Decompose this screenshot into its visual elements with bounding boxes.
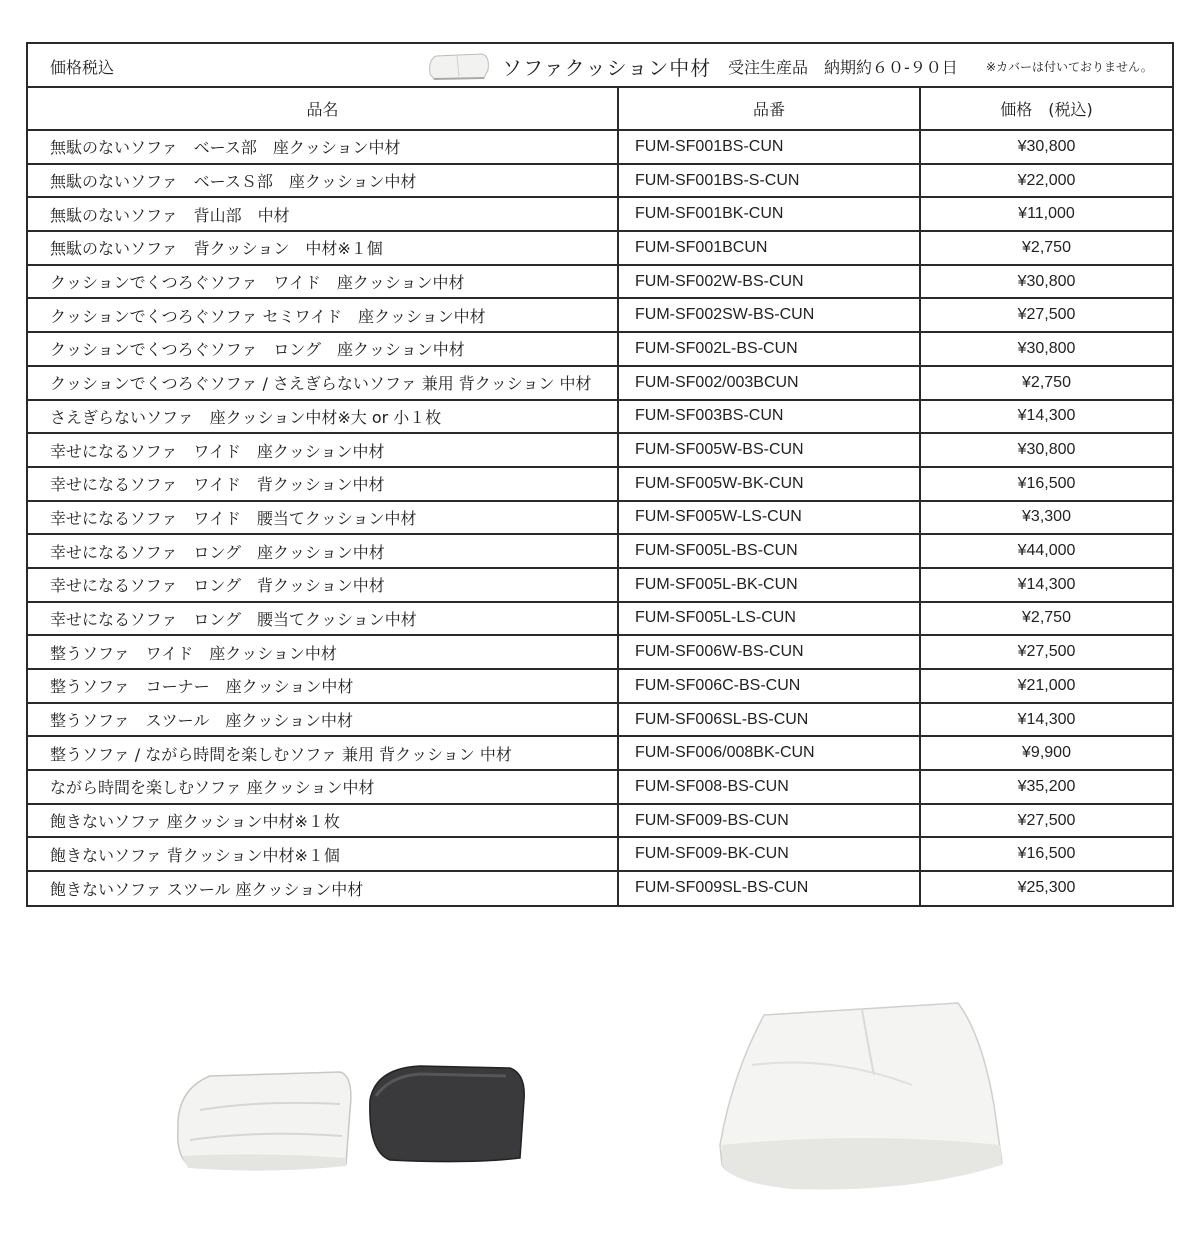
- table-row: [28, 298, 1172, 332]
- table-row: [28, 703, 1172, 737]
- table-row: [28, 804, 1172, 838]
- table-header-row: [28, 88, 1172, 130]
- product-name-cell: 幸せになるソファ ロング 座クッション中材: [28, 534, 618, 568]
- price-cell: ¥11,000: [920, 197, 1172, 231]
- product-name-cell: 整うソファ ワイド 座クッション中材: [28, 635, 618, 669]
- cover-note: ※カバーは付いておりません。: [986, 60, 1153, 74]
- table-row: [28, 130, 1172, 164]
- product-name-cell: 無駄のないソファ ベース部 座クッション中材: [28, 130, 618, 164]
- order-info: 受注生産品 納期約６０-９０日: [728, 58, 958, 77]
- price-cell: ¥14,300: [920, 568, 1172, 602]
- white-seat-cushion: [178, 1072, 351, 1171]
- price-table: [28, 88, 1172, 905]
- price-cell: ¥25,300: [1017, 879, 1076, 897]
- table-row: [28, 736, 1172, 770]
- product-name-cell: 幸せになるソファ ワイド 座クッション中材: [28, 433, 618, 467]
- product-code-cell: FUM-SF009-BS-CUN: [618, 804, 920, 838]
- price-cell: ¥30,800: [920, 265, 1172, 299]
- product-code-cell: FUM-SF003BS-CUN: [618, 400, 920, 434]
- price-cell: ¥2,750: [920, 366, 1172, 400]
- product-code-cell: FUM-SF002/003BCUN: [618, 366, 920, 400]
- product-code-cell: FUM-SF005W-BS-CUN: [618, 433, 920, 467]
- price-cell: ¥2,750: [920, 602, 1172, 636]
- product-code-cell: FUM-SF002W-BS-CUN: [618, 265, 920, 299]
- table-row: [28, 231, 1172, 265]
- product-name-cell: 整うソファ スツール 座クッション中材: [28, 703, 618, 737]
- column-header-code: 品番: [618, 88, 920, 130]
- product-name-cell: 飽きないソファ 座クッション中材※１枚: [28, 804, 618, 838]
- product-name-cell: 無駄のないソファ 背山部 中材: [28, 197, 618, 231]
- table-row: [28, 265, 1172, 299]
- product-code-cell: FUM-SF009-BK-CUN: [618, 837, 920, 871]
- product-code-cell: FUM-SF006/008BK-CUN: [618, 736, 920, 770]
- product-code-cell: FUM-SF005L-BK-CUN: [618, 568, 920, 602]
- table-row: [28, 669, 1172, 703]
- table-row: [28, 400, 1172, 434]
- product-name-cell: 飽きないソファ スツール 座クッション中材: [28, 871, 618, 905]
- table-row: [28, 770, 1172, 804]
- table-row: [28, 467, 1172, 501]
- product-name-cell: 幸せになるソファ ロング 腰当てクッション中材: [28, 602, 618, 636]
- table-row: [28, 433, 1172, 467]
- product-name-cell: 幸せになるソファ ワイド 腰当てクッション中材: [28, 501, 618, 535]
- product-name-cell: クッションでくつろぐソファ セミワイド 座クッション中材: [28, 298, 618, 332]
- product-code-cell: FUM-SF002L-BS-CUN: [618, 332, 920, 366]
- price-cell: ¥30,800: [920, 130, 1172, 164]
- price-cell: ¥44,000: [920, 534, 1172, 568]
- price-cell: ¥16,500: [920, 837, 1172, 871]
- product-code-cell: FUM-SF001BCUN: [618, 231, 920, 265]
- table-row: [28, 635, 1172, 669]
- product-name-cell: クッションでくつろぐソファ / さえぎらないソファ 兼用 背クッション 中材: [28, 366, 618, 400]
- product-code-cell: FUM-SF006C-BS-CUN: [618, 669, 920, 703]
- column-header-name: 品名: [28, 88, 618, 130]
- price-cell: ¥35,200: [920, 770, 1172, 804]
- product-code-cell: FUM-SF009SL-BS-CUN: [618, 871, 920, 905]
- price-cell: ¥21,000: [920, 669, 1172, 703]
- table-row: [28, 602, 1172, 636]
- product-code-cell: FUM-SF006W-BS-CUN: [618, 635, 920, 669]
- product-code-cell: FUM-SF005W-LS-CUN: [618, 501, 920, 535]
- product-name-cell: クッションでくつろぐソファ ロング 座クッション中材: [28, 332, 618, 366]
- tax-included-label: 価格税込: [50, 58, 115, 77]
- product-name-cell: 幸せになるソファ ワイド 背クッション中材: [28, 467, 618, 501]
- table-row: [28, 164, 1172, 198]
- product-name-cell: 無駄のないソファ ベースＳ部 座クッション中材: [28, 164, 618, 198]
- product-code-cell: FUM-SF002SW-BS-CUN: [618, 298, 920, 332]
- table-row: [28, 871, 1172, 905]
- price-cell: ¥3,300: [920, 501, 1172, 535]
- product-name-cell: ながら時間を楽しむソファ 座クッション中材: [28, 770, 618, 804]
- product-code-cell: FUM-SF001BK-CUN: [618, 197, 920, 231]
- price-cell: ¥30,800: [920, 332, 1172, 366]
- product-name-cell: 無駄のないソファ 背クッション 中材※１個: [28, 231, 618, 265]
- price-cell: ¥9,900: [920, 736, 1172, 770]
- price-cell: ¥22,000: [920, 164, 1172, 198]
- price-cell: ¥16,500: [920, 467, 1172, 501]
- product-code-cell: FUM-SF008-BS-CUN: [618, 770, 920, 804]
- large-cushion-photo: [712, 995, 1012, 1195]
- price-sheet: [26, 42, 1174, 907]
- table-row: [28, 568, 1172, 602]
- price-cell: ¥2,750: [920, 231, 1172, 265]
- table-row: [28, 534, 1172, 568]
- product-code-cell: FUM-SF001BS-CUN: [618, 130, 920, 164]
- table-row: [28, 837, 1172, 871]
- seat-and-back-cushion-photo: [170, 1060, 530, 1180]
- price-cell: ¥27,500: [920, 298, 1172, 332]
- price-cell: ¥27,500: [920, 635, 1172, 669]
- product-name-cell: 整うソファ / ながら時間を楽しむソファ 兼用 背クッション 中材: [28, 736, 618, 770]
- product-code-cell: FUM-SF005L-LS-CUN: [618, 602, 920, 636]
- table-row: [28, 332, 1172, 366]
- product-name-cell: さえぎらないソファ 座クッション中材※大 or 小１枚: [28, 400, 618, 434]
- page-title: ソファクッション中材: [502, 56, 712, 80]
- price-cell: ¥27,500: [920, 804, 1172, 838]
- cushion-thumbnail: [424, 48, 494, 82]
- price-cell: ¥14,300: [920, 400, 1172, 434]
- product-code-cell: FUM-SF006SL-BS-CUN: [618, 703, 920, 737]
- title-bar: [28, 44, 1172, 88]
- price-cell: ¥14,300: [920, 703, 1172, 737]
- table-row: [28, 501, 1172, 535]
- price-cell: ¥30,800: [920, 433, 1172, 467]
- column-header-price: 価格 (税込): [920, 88, 1172, 130]
- product-code-cell: FUM-SF005L-BS-CUN: [618, 534, 920, 568]
- product-name-cell: 整うソファ コーナー 座クッション中材: [28, 669, 618, 703]
- table-row: [28, 197, 1172, 231]
- product-name-cell: クッションでくつろぐソファ ワイド 座クッション中材: [28, 265, 618, 299]
- product-code-cell: FUM-SF001BS-S-CUN: [618, 164, 920, 198]
- table-row: [28, 366, 1172, 400]
- product-code-cell: FUM-SF005W-BK-CUN: [618, 467, 920, 501]
- product-name-cell: 飽きないソファ 背クッション中材※１個: [28, 837, 618, 871]
- product-name-cell: 幸せになるソファ ロング 背クッション中材: [28, 568, 618, 602]
- black-back-cushion: [370, 1066, 524, 1162]
